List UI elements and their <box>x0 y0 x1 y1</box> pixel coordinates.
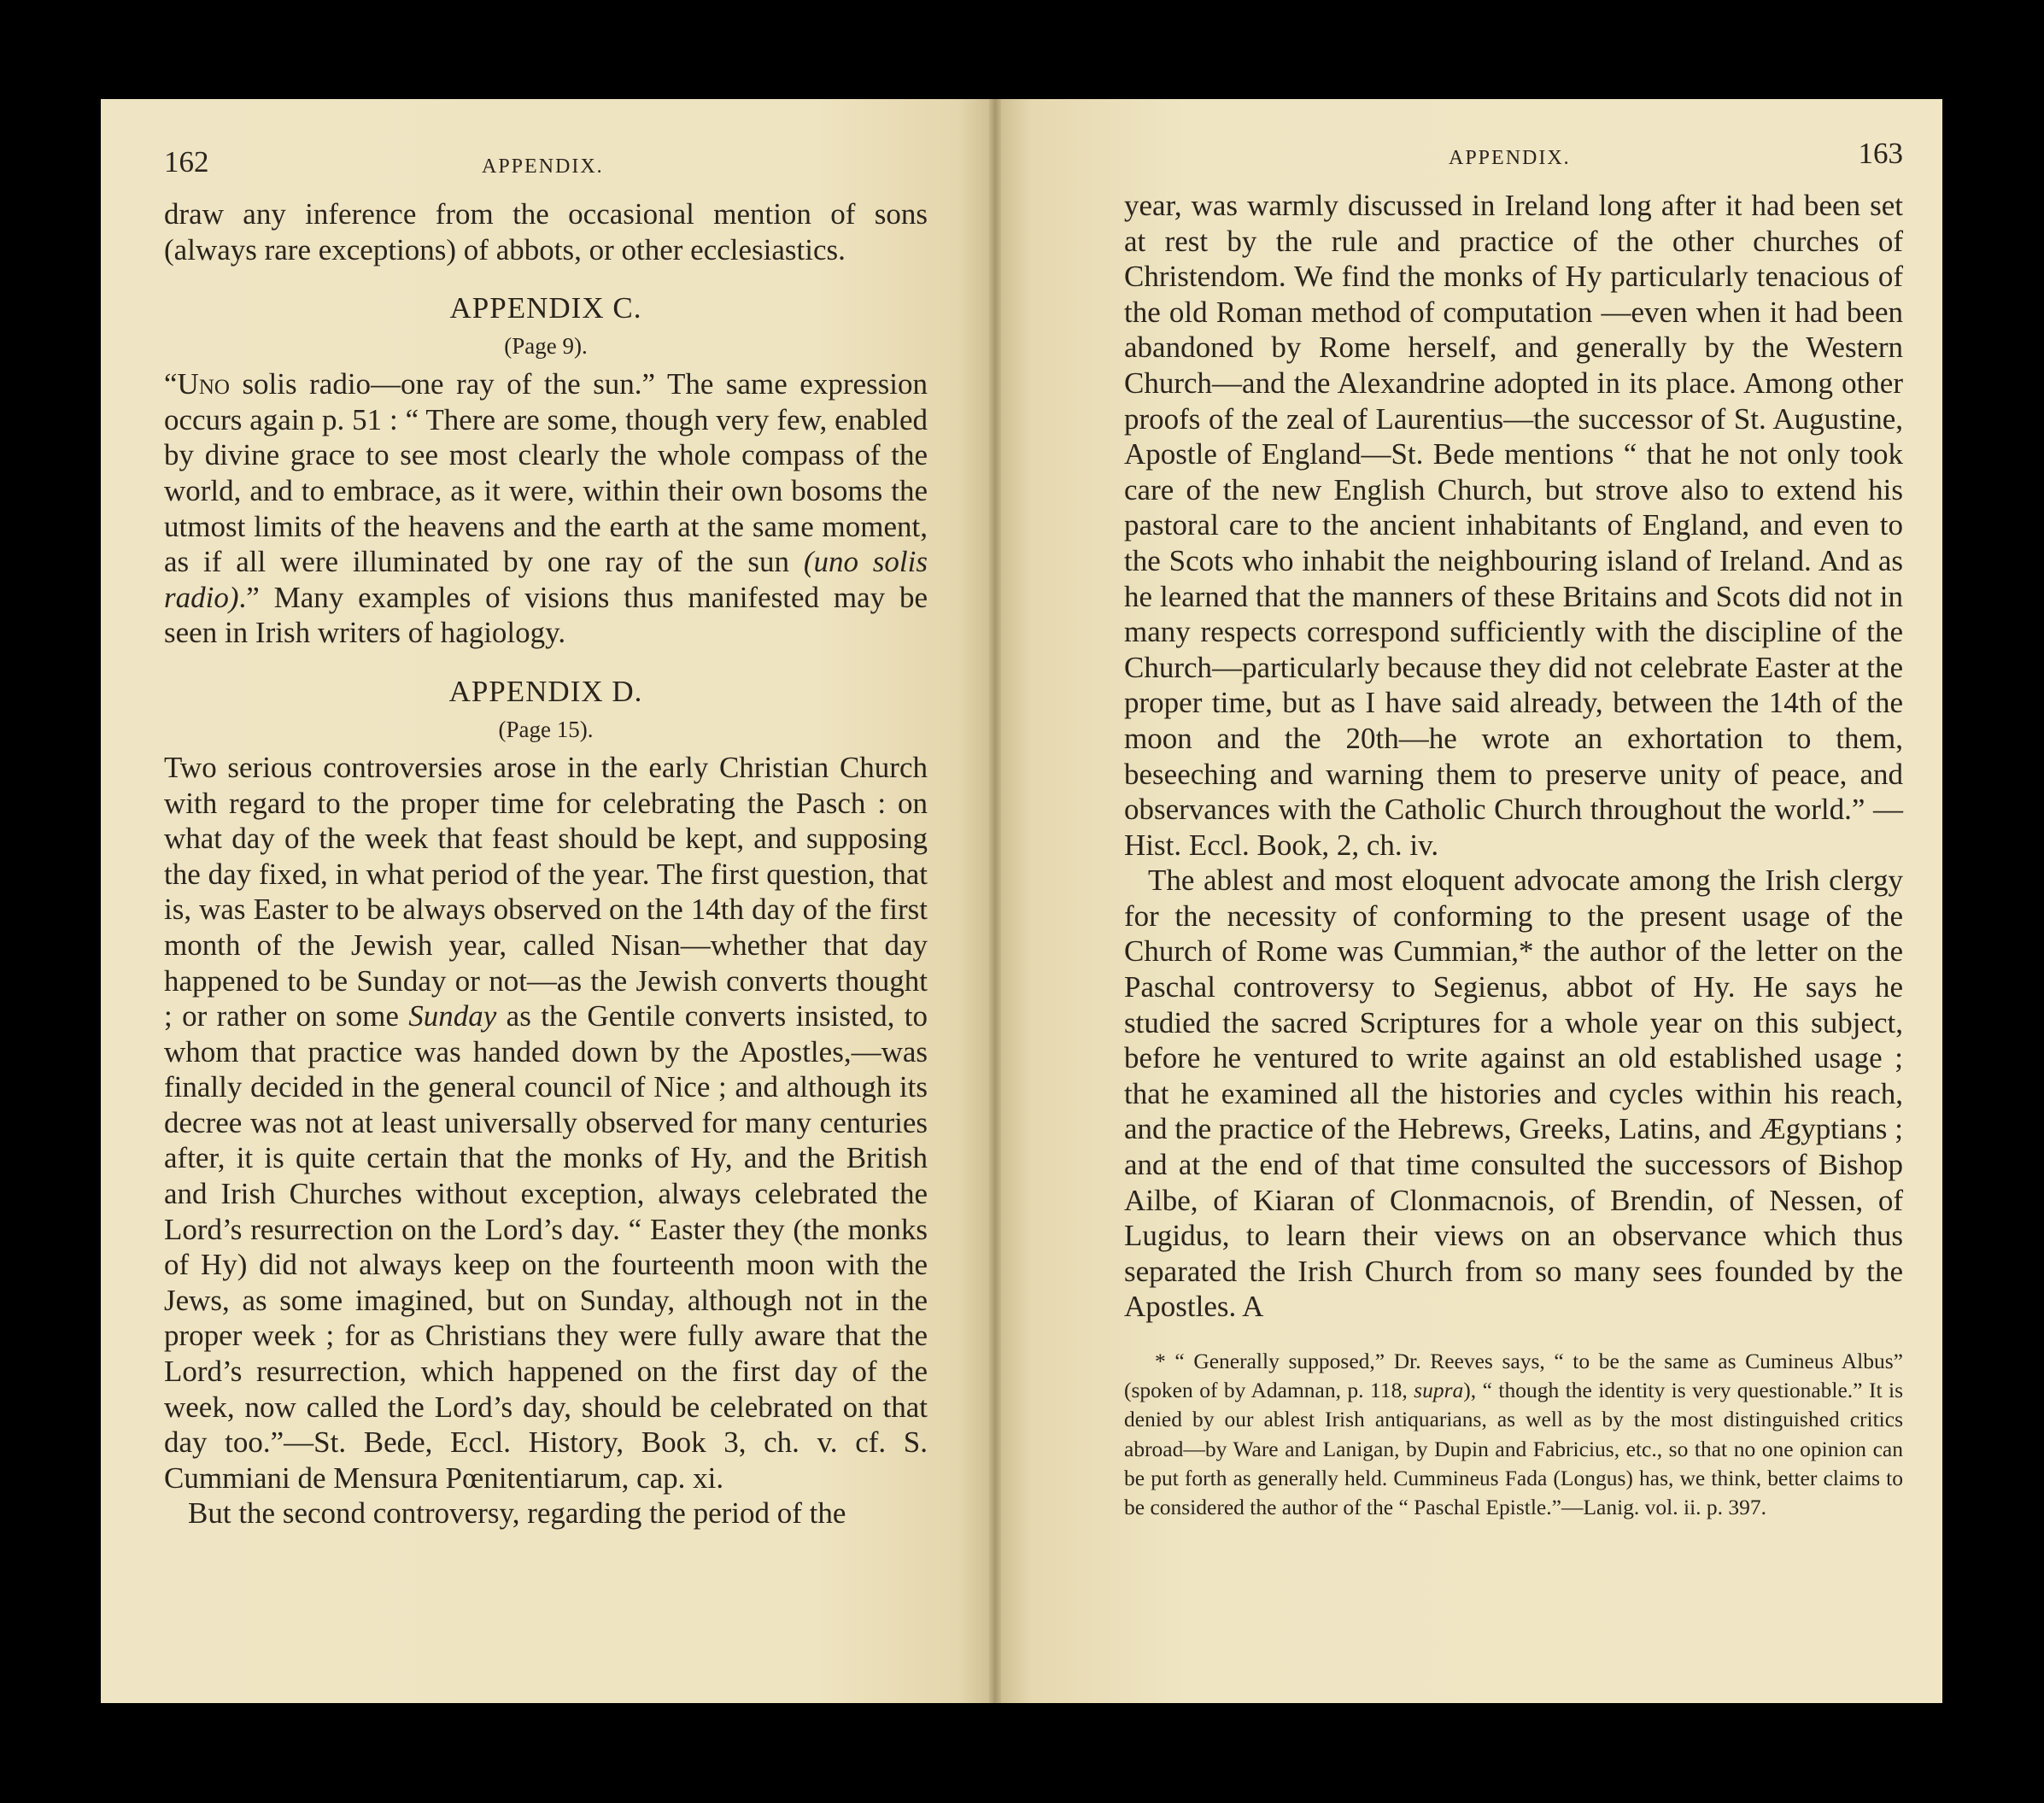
right-paragraph-1: year, was warmly discussed in Ireland long after it had been set at rest by the rule and practice of the other churches of Christendom. We find the monks of Hy particularly tenacious of the old Roman method of computation —even when it had been abandoned by Rome herself, and generally by the Western Church—and the Alexandrine adopted in its place. Among other proofs of the zeal of Laurentius—the successor of St. Augustine, Apostle of England—St. Bede mentions “ that he not only took care of the new English Church, but strove also to extend his pastoral care to the ancient inhabitants of England, and even to the Scots who inhabit the neighbouring island of Ireland. And as he learned that the manners of these Britains and Scots did not in many respects correspond sufficiently with the discipline of the Church—particularly because they did not celebrate Easter at the proper time, but as I have said already, between the 14th of the moon and the 20th—he wrote an exhortation to them, beseeching and warning them to preserve unity of peace, and observances with the Catholic Church throughout the world.” —Hist. Eccl. Book, 2, ch. iv. <box>1124 189 1903 862</box>
right-page-number: 163 <box>1858 137 1903 170</box>
appendix-d-paragraph: Two serious controversies arose in the early Christian Church with regard to the proper time for celebrating the Pasch : on what day of the week that feast should be kept, and supposing the day fixed, in what period of the year. The first question, that is, was Easter to be always observed on the 14th day of the first month of the Jewish year, called Nisan—whether that day happened to be Sunday or not—as the Jewish converts thought ; or rather on some Sunday as the Gentile converts insisted, to whom that practice was handed down by the Apostles,—was finally decided in the general council of Nice ; and although its decree was not at least universally observed for many centuries after, it is quite certain that the monks of Hy, and the British and Irish Churches without exception, always celebrated the Lord’s resurrection on the Lord’s day. “ Easter they (the monks of Hy) did not always keep on the fourteenth moon with the Jews, as some imagined, but on Sunday, although not in the proper week ; for as Christians they were fully aware that the Lord’s resurrection, which happened on the first day of the week, now called the Lord’s day, should be celebrated on that day too.”—St. Bede, Eccl. History, Book 3, ch. v. cf. S. Cummiani de Mensura Pœnitentiarum, cap. xi. <box>164 750 928 1495</box>
open-book <box>101 99 1942 1703</box>
left-running-head <box>164 145 928 196</box>
right-running-title: APPENDIX. <box>1449 147 1571 169</box>
right-page <box>994 99 1942 1703</box>
left-running-title: APPENDIX. <box>482 155 604 178</box>
footnote: * “ Generally supposed,” Dr. Reeves says, “ to be the same as Cumineus Albus” (spoken of by Adamnan, p. 118, supra), “ though the identity is very questionable.” It is denied by our ablest Irish antiquarians, as well as by the most distinguished critics abroad—by Ware and Lanigan, by Dupin and Fabricius, etc., so that no one opinion can be put forth as generally held. Cummineus Fada (Longus) has, we think, better claims to be considered the author of the “ Paschal Epistle.”—Lanig. vol. ii. p. 397. <box>1124 1349 1904 1520</box>
appendix-c-page-ref: (Page 9). <box>504 333 588 360</box>
book-gutter <box>989 99 1001 1703</box>
appendix-d-page-ref: (Page 15). <box>498 716 594 742</box>
right-paragraph-2: The ablest and most eloquent advocate among the Irish clergy for the necessity of conforming to the present usage of the Church of Rome was Cummian,* the author of the letter on the Paschal controversy to Segienus, abbot of Hy. He says he studied the sacred Scriptures for a whole year on this subject, before he ventured to write against an old established usage ; that he examined all the histories and cycles within his reach, and the practice of the Hebrews, Greeks, Latins, and Ægyptians ; and at the end of that time consulted the successors of Bishop Ailbe, of Kiaran of Clonmacnois, of Brendin, of Nessen, of Lugidus, to learn their views on an observance which thus separated the Irish Church from so many sees founded by the Apostles. A <box>1124 863 1903 1324</box>
right-running-head <box>1124 137 1903 188</box>
left-opening-paragraph: draw any inference from the occasional mention of sons (always rare exceptions) of abbots, or other ecclesiastics. <box>164 197 928 266</box>
appendix-d-heading: APPENDIX D. <box>448 674 643 708</box>
left-page <box>101 99 994 1703</box>
appendix-d-last-paragraph: But the second controversy, regarding the period of the <box>188 1496 846 1531</box>
left-page-number: 162 <box>164 145 209 179</box>
appendix-c-heading: APPENDIX C. <box>449 291 642 325</box>
appendix-c-paragraph: “Uno solis radio—one ray of the sun.” The same expression occurs again p. 51 : “ There are some, though very few, enabled by divine grace to see most clearly the whole compass of the world, and to embrace, as it were, within their own bosoms the utmost limits of the heavens and the earth at the same moment, as if all were illuminated by one ray of the sun (uno solis radio).” Many examples of visions thus manifested may be seen in Irish writers of hagiology. <box>164 367 928 650</box>
